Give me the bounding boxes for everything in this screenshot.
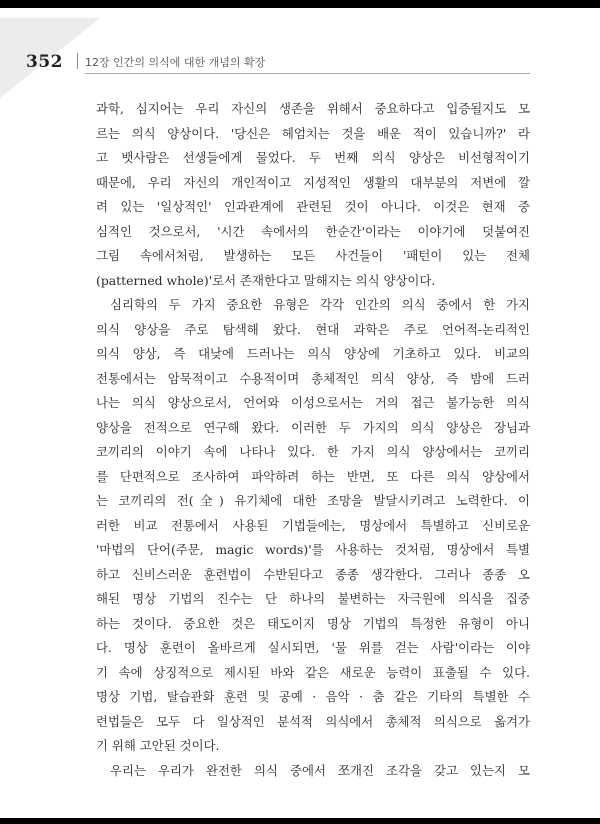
text-line: 명상 기법, 탈습관화 훈련 및 공예 · 음악 · 춤 같은 기타의 특별한 수: [96, 689, 530, 704]
bottom-border: [0, 818, 600, 824]
header-divider: [77, 53, 78, 69]
text-line: 를 단편적으로 조사하여 파악하려 하는 반면, 또 다른 의식 양상에서: [96, 468, 530, 484]
text-line: (patterned whole)'로서 존재한다고 말해지는 의식 양상이다.: [96, 272, 436, 288]
running-header: 12장 인간의 의식에 대한 개념의 확장: [85, 56, 266, 69]
text-line: 전통에서는 암묵적이고 수용적이며 총체적인 의식 양상, 즉 밤에 드러: [96, 370, 530, 386]
top-border: [0, 0, 600, 8]
text-line: 러한 비교 전통에서 사용된 기법들에는, 명상에서 특별하고 신비로운: [96, 517, 530, 533]
text-line: 의식 양상, 즉 대낮에 드러나는 의식 양상에 기초하고 있다. 비교의: [96, 346, 530, 361]
page-number: 352: [26, 52, 63, 72]
text-line: 그림 속에서처럼, 발생하는 모든 사건들이 '패턴이 있는 전체: [96, 248, 530, 263]
text-line: 나는 의식 양상으로서, 언어와 이성으로서는 거의 접근 불가능한 의식: [96, 395, 530, 410]
text-line: 련법들은 모두 다 일상적인 분석적 의식에서 총체적 의식으로 옮겨가: [96, 713, 530, 729]
text-line: 코끼리의 이야기 속에 나타나 있다. 한 가지 의식 양상에서는 코끼리: [96, 444, 530, 459]
text-line: '마법의 단어(주문, magic words)'를 사용하는 것처럼, 명상에서 특별: [96, 542, 530, 557]
text-line: 기 속에 상징적으로 제시된 바와 같은 새로운 능력이 표출될 수 있다.: [96, 664, 530, 680]
text-line: 심적인 것으로서, '시간 속에서의 한순간'이라는 이야기에 덧붙여진: [96, 223, 530, 239]
text-line: 심리학의 두 가지 중요한 유형은 각각 인간의 의식 중에서 한 가지: [110, 297, 530, 312]
text-line: 하고 신비스러운 훈련법이 수반된다고 종종 생각한다. 그러나 종종 오: [96, 566, 530, 582]
text-line: 하는 것이다. 중요한 것은 태도이지 명상 기법의 특정한 유형이 아니: [96, 615, 530, 631]
text-line: 의식 양상을 주로 탐색해 왔다. 현대 과학은 주로 언어적-논리적인: [96, 321, 530, 337]
text-line: 다. 명상 훈련이 올바르게 실시되면, '물 위를 걷는 사람'이라는 이야: [96, 640, 530, 655]
text-line: 고 뱃사람은 선생들에게 물었다. 두 번째 의식 양상은 비선형적이기: [96, 150, 530, 165]
text-line: 해된 명상 기법의 진수는 단 하나의 불변하는 자극원에 의식을 집중: [96, 591, 530, 606]
text-line: 우리는 우리가 완전한 의식 중에서 쪼개진 조각을 갖고 있는지 모: [110, 762, 530, 778]
text-line: 는 코끼리의 전(全) 유기체에 대한 조망을 발달시키려고 노력한다. 이: [96, 493, 530, 508]
text-line: 기 위해 고안된 것이다.: [96, 738, 220, 753]
body-text: [96, 97, 530, 783]
header-rule: [85, 73, 530, 74]
text-line: 르는 의식 양상이다. '당신은 헤엄치는 것을 배운 적이 있습니까?' 라: [96, 125, 530, 141]
text-line: 양상을 전적으로 연구해 왔다. 이러한 두 가지의 의식 양상은 장님과: [96, 419, 530, 435]
text-line: 과학, 심지어는 우리 자신의 생존을 위해서 중요하다고 입증될지도 모: [96, 101, 530, 116]
text-line: 때문에, 우리 자신의 개인적이고 지성적인 생활의 대부분의 저변에 깔: [96, 174, 530, 190]
text-line: 려 있는 '일상적인' 인과관계에 관련된 것이 아니다. 이것은 현재 중: [96, 199, 530, 214]
